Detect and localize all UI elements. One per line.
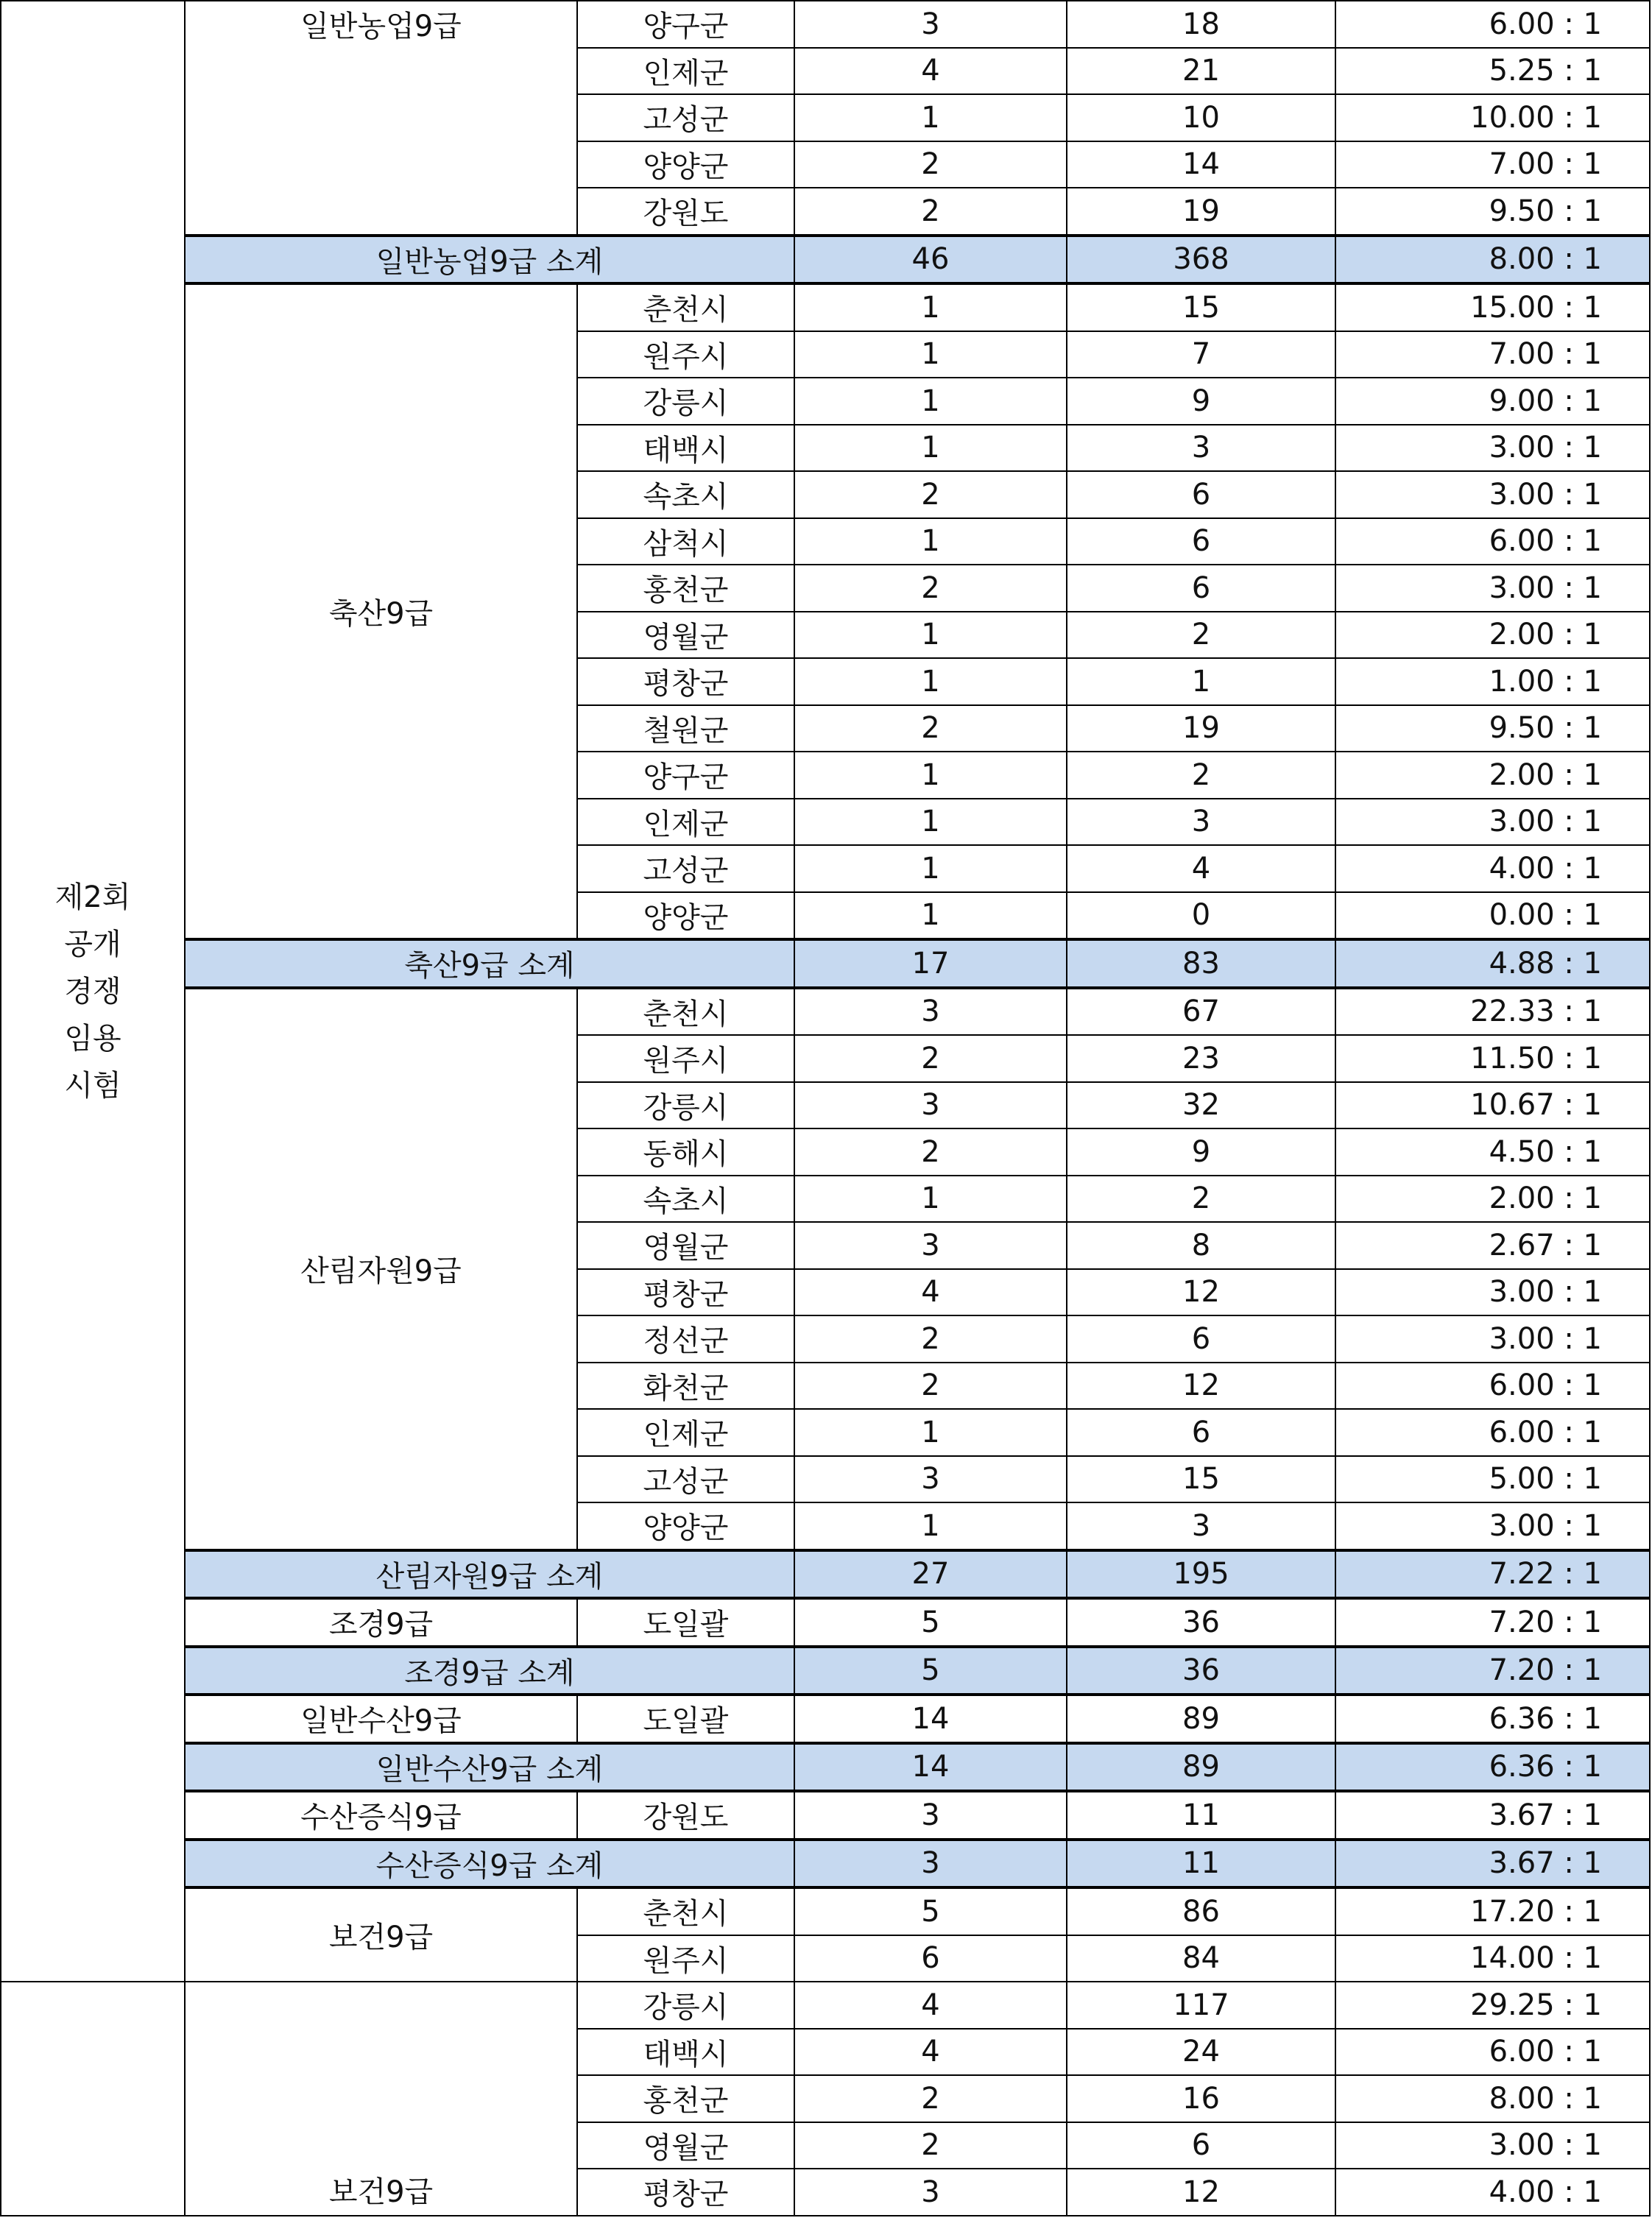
recruit-count-cell: 1 [794,425,1067,472]
applicant-count-cell: 6 [1067,1409,1335,1456]
exam-name-cell [1,1,185,1982]
ratio-cell: 10.67 : 1 [1335,1082,1650,1129]
ratio-cell: 3.00 : 1 [1335,799,1650,846]
region-cell: 춘천시 [577,283,794,331]
recruit-count-cell: 3 [794,1456,1067,1503]
region-cell: 평창군 [577,1269,794,1316]
applicant-count-cell: 12 [1067,1363,1335,1410]
region-cell: 강릉시 [577,1082,794,1129]
ratio-cell: 3.00 : 1 [1335,1269,1650,1316]
position-name-cell: 산림자원9급 [185,988,577,1550]
applicant-count-cell: 84 [1067,1935,1335,1982]
subtotal-row [1,1840,1650,1888]
region-cell: 양양군 [577,892,794,940]
region-cell: 원주시 [577,331,794,378]
subtotal-ratio-cell: 7.22 : 1 [1335,1550,1650,1599]
region-cell: 양양군 [577,1502,794,1550]
recruit-count-cell: 3 [794,2169,1067,2216]
position-name-cell: 일반수산9급 [185,1695,577,1743]
ratio-cell: 17.20 : 1 [1335,1887,1650,1935]
subtotal-applicant-cell: 195 [1067,1550,1335,1599]
applicant-count-cell: 15 [1067,283,1335,331]
region-cell: 원주시 [577,1035,794,1082]
applicant-count-cell: 36 [1067,1598,1335,1647]
subtotal-applicant-cell: 11 [1067,1840,1335,1888]
ratio-cell: 29.25 : 1 [1335,1982,1650,2029]
recruit-count-cell: 1 [794,892,1067,940]
subtotal-ratio-cell: 7.20 : 1 [1335,1647,1650,1695]
recruit-count-cell: 4 [794,48,1067,95]
table-row [1,1887,1650,1935]
exam-name-line: 임용 [64,1021,121,1056]
recruit-count-cell: 2 [794,1035,1067,1082]
applicant-count-cell: 24 [1067,2029,1335,2076]
applicant-count-cell: 6 [1067,471,1335,518]
subtotal-applicant-cell: 36 [1067,1647,1335,1695]
applicant-count-cell: 12 [1067,2169,1335,2216]
recruit-count-cell: 1 [794,331,1067,378]
applicant-count-cell: 19 [1067,188,1335,236]
applicant-count-cell: 4 [1067,845,1335,892]
table-row [1,283,1650,331]
region-cell: 속초시 [577,1176,794,1223]
applicant-count-cell: 16 [1067,2075,1335,2122]
recruit-count-cell: 1 [794,518,1067,565]
region-cell: 춘천시 [577,988,794,1036]
ratio-cell: 6.00 : 1 [1335,518,1650,565]
table-row [1,1982,1650,2029]
recruit-count-cell: 1 [794,658,1067,705]
subtotal-ratio-cell: 3.67 : 1 [1335,1840,1650,1888]
position-name-cell: 일반농업9급 [185,1,577,236]
region-cell: 동해시 [577,1128,794,1176]
region-cell: 인제군 [577,48,794,95]
applicant-count-cell: 1 [1067,658,1335,705]
applicant-count-cell: 19 [1067,705,1335,752]
exam-name-cell-continued [1,1982,185,2216]
applicant-count-cell: 117 [1067,1982,1335,2029]
region-cell: 화천군 [577,1363,794,1410]
subtotal-label-cell: 산림자원9급 소계 [185,1550,794,1599]
region-cell: 양구군 [577,752,794,799]
applicant-count-cell: 32 [1067,1082,1335,1129]
recruit-count-cell: 3 [794,1222,1067,1269]
recruit-count-cell: 1 [794,1502,1067,1550]
ratio-cell: 11.50 : 1 [1335,1035,1650,1082]
subtotal-label-cell: 조경9급 소계 [185,1647,794,1695]
applicant-count-cell: 11 [1067,1791,1335,1840]
recruit-count-cell: 2 [794,471,1067,518]
subtotal-ratio-cell: 8.00 : 1 [1335,236,1650,284]
ratio-cell: 2.00 : 1 [1335,1176,1650,1223]
applicant-count-cell: 12 [1067,1269,1335,1316]
region-cell: 속초시 [577,471,794,518]
recruit-count-cell: 1 [794,283,1067,331]
applicant-count-cell: 2 [1067,612,1335,659]
region-cell: 강릉시 [577,1982,794,2029]
region-cell: 인제군 [577,799,794,846]
ratio-cell: 3.67 : 1 [1335,1791,1650,1840]
exam-name-label [1,874,184,1109]
table-row [1,1695,1650,1743]
region-cell: 양구군 [577,1,794,48]
region-cell: 태백시 [577,2029,794,2076]
ratio-cell: 6.00 : 1 [1335,1409,1650,1456]
ratio-cell: 6.00 : 1 [1335,1,1650,48]
region-cell: 영월군 [577,2122,794,2169]
exam-name-line: 경쟁 [64,974,121,1008]
ratio-cell: 7.00 : 1 [1335,141,1650,188]
region-cell: 홍천군 [577,2075,794,2122]
recruit-count-cell: 2 [794,188,1067,236]
region-cell: 도일괄 [577,1695,794,1743]
subtotal-recruit-cell: 14 [794,1743,1067,1792]
recruit-count-cell: 3 [794,1082,1067,1129]
region-cell: 강원도 [577,188,794,236]
ratio-cell: 6.00 : 1 [1335,2029,1650,2076]
ratio-cell: 10.00 : 1 [1335,94,1650,141]
table-row [1,1,1650,48]
ratio-cell: 9.00 : 1 [1335,378,1650,425]
region-cell: 영월군 [577,1222,794,1269]
subtotal-label-cell: 일반농업9급 소계 [185,236,794,284]
ratio-cell: 9.50 : 1 [1335,188,1650,236]
recruit-count-cell: 1 [794,752,1067,799]
applicant-count-cell: 8 [1067,1222,1335,1269]
subtotal-row [1,1647,1650,1695]
recruit-count-cell: 14 [794,1695,1067,1743]
ratio-cell: 3.00 : 1 [1335,425,1650,472]
applicant-count-cell: 6 [1067,565,1335,612]
recruit-count-cell: 2 [794,705,1067,752]
ratio-cell: 6.00 : 1 [1335,1363,1650,1410]
ratio-cell: 5.00 : 1 [1335,1456,1650,1503]
applicant-count-cell: 6 [1067,2122,1335,2169]
ratio-cell: 8.00 : 1 [1335,2075,1650,2122]
region-cell: 정선군 [577,1315,794,1363]
region-cell: 강원도 [577,1791,794,1840]
applicant-count-cell: 9 [1067,1128,1335,1176]
recruit-count-cell: 3 [794,1791,1067,1840]
table-row [1,1791,1650,1840]
region-cell: 평창군 [577,2169,794,2216]
recruit-count-cell: 5 [794,1598,1067,1647]
ratio-cell: 2.67 : 1 [1335,1222,1650,1269]
subtotal-applicant-cell: 89 [1067,1743,1335,1792]
exam-name-line: 공개 [64,927,121,961]
ratio-cell: 3.00 : 1 [1335,565,1650,612]
applicant-count-cell: 7 [1067,331,1335,378]
ratio-cell: 9.50 : 1 [1335,705,1650,752]
ratio-cell: 7.20 : 1 [1335,1598,1650,1647]
subtotal-row [1,236,1650,284]
recruit-count-cell: 4 [794,1982,1067,2029]
recruit-count-cell: 6 [794,1935,1067,1982]
recruit-count-cell: 1 [794,845,1067,892]
region-cell: 양양군 [577,141,794,188]
region-cell: 평창군 [577,658,794,705]
ratio-cell: 7.00 : 1 [1335,331,1650,378]
applicant-count-cell: 15 [1067,1456,1335,1503]
applicant-count-cell: 3 [1067,1502,1335,1550]
recruit-count-cell: 2 [794,2075,1067,2122]
subtotal-recruit-cell: 3 [794,1840,1067,1888]
applicant-count-cell: 6 [1067,518,1335,565]
ratio-cell: 2.00 : 1 [1335,612,1650,659]
recruit-count-cell: 1 [794,1409,1067,1456]
subtotal-row [1,939,1650,988]
ratio-cell: 14.00 : 1 [1335,1935,1650,1982]
recruit-count-cell: 3 [794,1,1067,48]
applicant-count-cell: 9 [1067,378,1335,425]
region-cell: 홍천군 [577,565,794,612]
subtotal-ratio-cell: 4.88 : 1 [1335,939,1650,988]
ratio-cell: 4.00 : 1 [1335,845,1650,892]
position-name-cell: 수산증식9급 [185,1791,577,1840]
region-cell: 태백시 [577,425,794,472]
recruit-count-cell: 2 [794,565,1067,612]
table-body [1,1,1650,2216]
ratio-cell: 22.33 : 1 [1335,988,1650,1036]
recruit-count-cell: 1 [794,612,1067,659]
region-cell: 인제군 [577,1409,794,1456]
region-cell: 영월군 [577,612,794,659]
subtotal-label-cell: 일반수산9급 소계 [185,1743,794,1792]
applicant-count-cell: 86 [1067,1887,1335,1935]
exam-name-line: 제2회 [54,880,131,914]
subtotal-row [1,1550,1650,1599]
subtotal-ratio-cell: 6.36 : 1 [1335,1743,1650,1792]
region-cell: 삼척시 [577,518,794,565]
recruit-count-cell: 2 [794,1315,1067,1363]
applicant-count-cell: 21 [1067,48,1335,95]
applicant-count-cell: 18 [1067,1,1335,48]
applicant-count-cell: 2 [1067,1176,1335,1223]
ratio-cell: 2.00 : 1 [1335,752,1650,799]
position-name-cell: 조경9급 [185,1598,577,1647]
subtotal-recruit-cell: 46 [794,236,1067,284]
ratio-cell: 3.00 : 1 [1335,471,1650,518]
applicant-count-cell: 2 [1067,752,1335,799]
applicant-count-cell: 0 [1067,892,1335,940]
ratio-cell: 15.00 : 1 [1335,283,1650,331]
subtotal-label-cell: 축산9급 소계 [185,939,794,988]
subtotal-recruit-cell: 27 [794,1550,1067,1599]
recruit-count-cell: 1 [794,94,1067,141]
subtotal-recruit-cell: 17 [794,939,1067,988]
applicant-count-cell: 10 [1067,94,1335,141]
region-cell: 도일괄 [577,1598,794,1647]
position-name-cell: 보건9급 [185,1982,577,2216]
applicant-count-cell: 3 [1067,799,1335,846]
ratio-cell: 4.00 : 1 [1335,2169,1650,2216]
table-row [1,1598,1650,1647]
applicant-count-cell: 67 [1067,988,1335,1036]
recruit-count-cell: 3 [794,988,1067,1036]
subtotal-applicant-cell: 368 [1067,236,1335,284]
ratio-cell: 6.36 : 1 [1335,1695,1650,1743]
recruit-count-cell: 1 [794,1176,1067,1223]
recruit-count-cell: 5 [794,1887,1067,1935]
applicant-count-cell: 3 [1067,425,1335,472]
region-cell: 고성군 [577,94,794,141]
subtotal-label-cell: 수산증식9급 소계 [185,1840,794,1888]
region-cell: 고성군 [577,845,794,892]
recruit-count-cell: 1 [794,799,1067,846]
recruit-count-cell: 2 [794,2122,1067,2169]
ratio-cell: 0.00 : 1 [1335,892,1650,940]
recruit-count-cell: 1 [794,378,1067,425]
region-cell: 춘천시 [577,1887,794,1935]
recruit-count-cell: 2 [794,1128,1067,1176]
position-name-cell: 축산9급 [185,283,577,939]
ratio-cell: 3.00 : 1 [1335,2122,1650,2169]
recruit-count-cell: 4 [794,1269,1067,1316]
applicant-count-cell: 6 [1067,1315,1335,1363]
applicant-count-cell: 23 [1067,1035,1335,1082]
ratio-cell: 3.00 : 1 [1335,1315,1650,1363]
region-cell: 원주시 [577,1935,794,1982]
ratio-cell: 4.50 : 1 [1335,1128,1650,1176]
position-name-cell: 보건9급 [185,1887,577,1982]
region-cell: 강릉시 [577,378,794,425]
recruit-count-cell: 2 [794,141,1067,188]
subtotal-applicant-cell: 83 [1067,939,1335,988]
ratio-cell: 1.00 : 1 [1335,658,1650,705]
ratio-cell: 5.25 : 1 [1335,48,1650,95]
applicant-count-cell: 14 [1067,141,1335,188]
recruit-count-cell: 4 [794,2029,1067,2076]
region-cell: 고성군 [577,1456,794,1503]
subtotal-row [1,1743,1650,1792]
applicant-count-cell: 89 [1067,1695,1335,1743]
subtotal-recruit-cell: 5 [794,1647,1067,1695]
region-cell: 철원군 [577,705,794,752]
table-row [1,988,1650,1036]
recruit-count-cell: 2 [794,1363,1067,1410]
exam-name-line: 시험 [64,1068,121,1103]
ratio-cell: 3.00 : 1 [1335,1502,1650,1550]
